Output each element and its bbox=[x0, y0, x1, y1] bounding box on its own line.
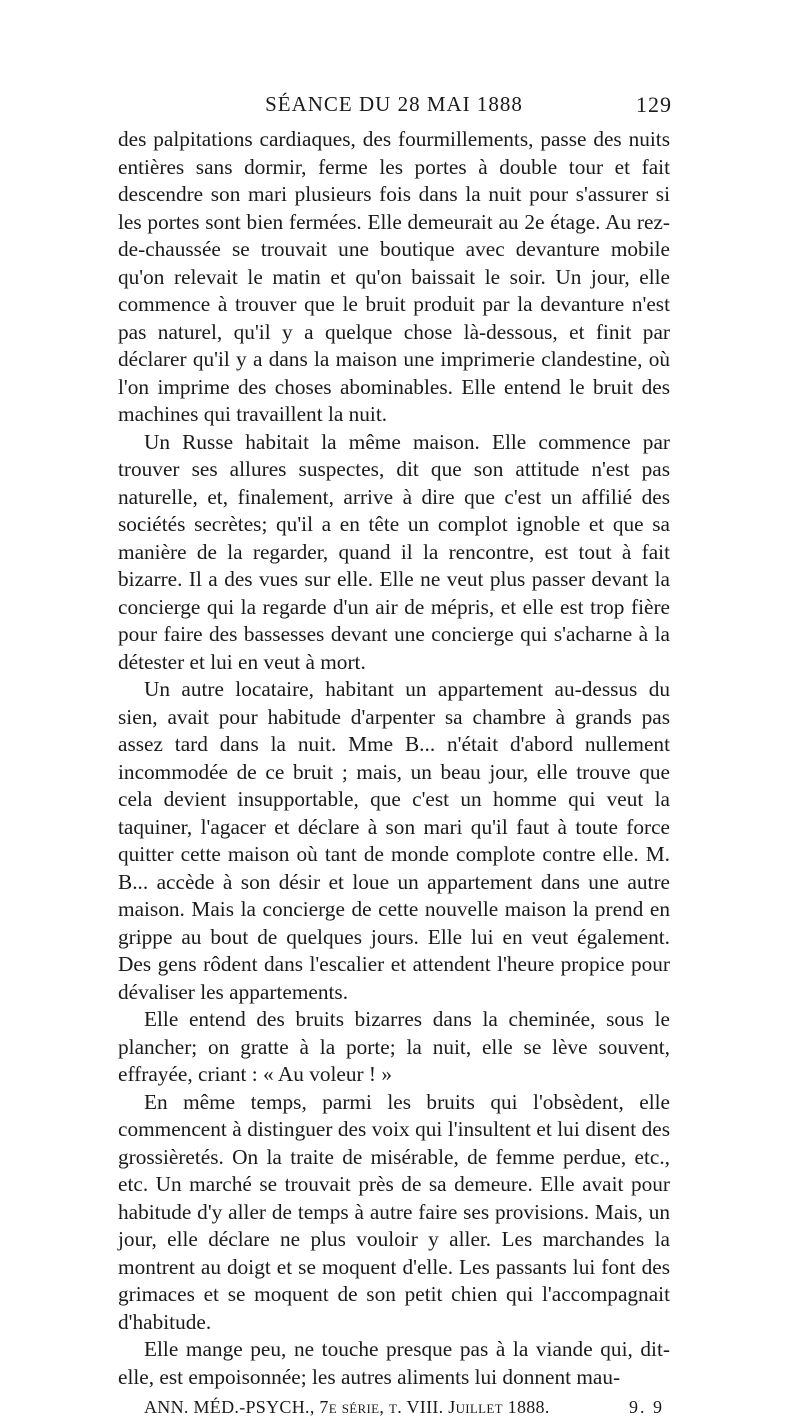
paragraph: Un autre locataire, habitant un appartement au-dessus du sien, avait pour habitude d'arpenter sa chambre à grands pas assez tard dans la nuit. Mme B... n'était d'abord nullement incommodée de ce bruit ; mais, un beau jour, elle trouve que cela devient insupportable, que c'est un homme qui veut la taquiner, l'agacer et déclare à son mari qu'il faut à toute force quitter cette maison où tant de monde complote contre elle. M. B... accède à son désir et loue un appartement dans une autre maison. Mais la concierge de cette nouvelle maison la prend en grippe au bout de quelques jours. Elle lui en veut également. Des gens rôdent dans l'escalier et attendent l'heure propice pour dévaliser les appartements. bbox=[118, 677, 670, 1004]
paragraph: Elle entend des bruits bizarres dans la cheminée, sous le plancher; on gratte à la porte; la nuit, elle se lève souvent, effrayée, criant : « Au voleur ! » bbox=[118, 1007, 670, 1086]
page-footer bbox=[118, 1397, 670, 1423]
journal-reference: ANN. MÉD.-PSYCH., 7e série, t. VIII. Juillet 1888. bbox=[144, 1397, 550, 1417]
paragraph: Elle mange peu, ne touche presque pas à la viande qui, dit-elle, est empoisonnée; les autres aliments lui donnent mau- bbox=[118, 1337, 670, 1389]
body-text bbox=[118, 126, 670, 1391]
paragraph: En même temps, parmi les bruits qui l'obsèdent, elle commencent à distinguer des voix qui l'insultent et lui disent des grossièretés. On la traite de misérable, de femme perdue, etc., etc. Un marché se trouvait près de sa demeure. Elle avait pour habitude d'y aller de temps à autre faire ses provisions. Mais, un jour, elle déclare ne plus vouloir y aller. Les marchandes la montrent au doigt et se moquent d'elle. Les passants lui font des grimaces et se moquent de son petit chien qui l'accompagnait d'habitude. bbox=[118, 1089, 670, 1334]
paragraph: des palpitations cardiaques, des fourmillements, passe des nuits entières sans dormir, ferme les portes à double tour et fait descendre son mari plusieurs fois dans la nuit pour s'assurer si les portes sont bien fermées. Elle demeurait au 2e étage. Au rez-de-chaussée se trouvait une boutique avec devanture mobile qu'on relevait le matin et qu'on baissait le soir. Un jour, elle commence à trouver que le bruit produit par la devanture n'est pas naturel, qu'il y a quelque chose là-dessous, et finit par déclarer qu'il y a dans la maison une imprimerie clandestine, où l'on imprime des choses abominables. Elle entend le bruit des machines qui travaillent la nuit. bbox=[118, 127, 670, 426]
running-title: SÉANCE DU 28 MAI 1888 bbox=[265, 92, 523, 116]
page-number: 129 bbox=[636, 92, 672, 117]
paragraph: Un Russe habitait la même maison. Elle commence par trouver ses allures suspectes, dit que son attitude n'est pas naturelle, et, finalement, arrive à dire que c'est un affilié des sociétés secrètes; qu'il a en tête un complot ignoble et que sa manière de la regarder, quand il la rencontre, est tout à fait bizarre. Il a des vues sur elle. Elle ne veut plus passer devant la concierge qui la regarde d'un air de mépris, et elle est trop fière pour faire des bassesses devant une concierge qui s'acharne à la détester et lui en veut à mort. bbox=[118, 429, 670, 674]
page-header bbox=[118, 92, 670, 126]
printer-signature: 9. 9 bbox=[629, 1397, 664, 1417]
